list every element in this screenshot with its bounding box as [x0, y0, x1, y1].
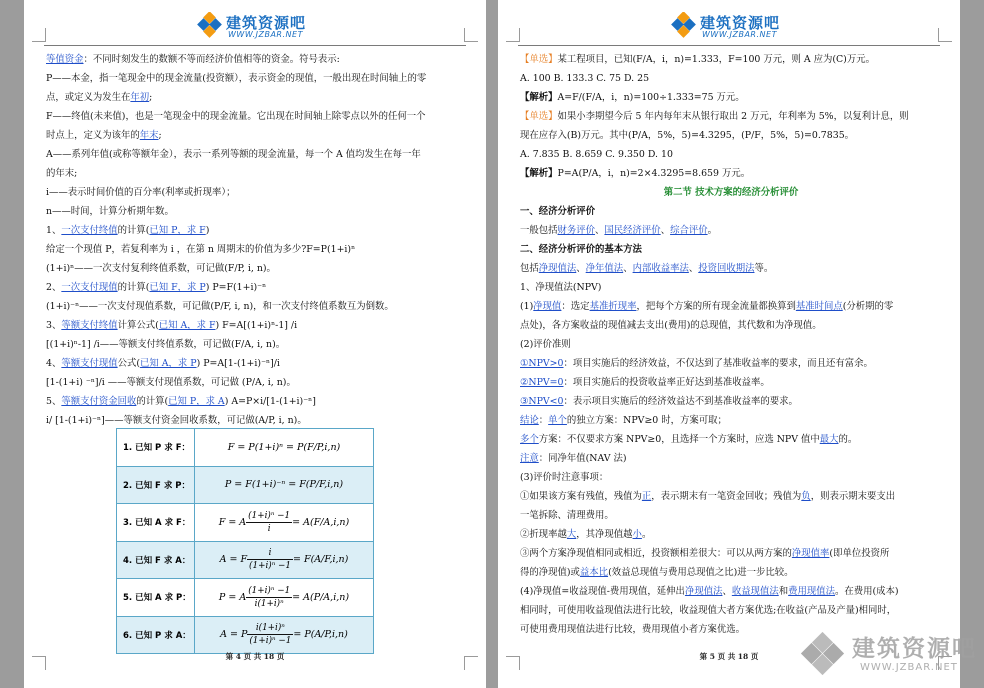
fraction [247, 622, 293, 647]
answer-tag: 【解析】 [520, 168, 558, 179]
text: 、 [722, 586, 732, 597]
fraction [246, 510, 292, 535]
denominator: (1+i)ⁿ −1 [249, 636, 292, 647]
text: ，表示期末有一笔资金回收；残值为 [651, 491, 802, 502]
text: (4)净现值=收益现值-费用现值，延伸出 [520, 586, 685, 597]
paragraph: (2)评价准则 [520, 339, 571, 350]
term-link[interactable]: 基准折现率 [589, 301, 637, 312]
term-link[interactable]: 综合评价 [670, 225, 708, 236]
text: ： [538, 415, 549, 426]
text: 2、 [46, 282, 62, 293]
question-tag: 【单选】 [520, 111, 558, 122]
text: ) P=A[1-(1+i)⁻ⁿ]/i [196, 358, 280, 369]
text: 时点上，定义为该年的 [46, 130, 140, 141]
formula [195, 616, 374, 654]
term-link[interactable]: 小 [632, 529, 642, 540]
paragraph [46, 50, 468, 69]
page-header [44, 6, 466, 46]
term-link[interactable]: 正 [641, 491, 652, 502]
paragraph: 相同时，可使用收益现值法进行比较，收益现值大者方案优选;在收益(产品及产量)相同时， [520, 605, 897, 616]
answer [520, 88, 942, 107]
term-link[interactable]: 负 [801, 491, 811, 502]
text: 等。 [754, 263, 774, 274]
paragraph: i——表示时间价值的百分率(利率或折现率）； [46, 187, 236, 198]
text: 5、 [46, 396, 62, 407]
text: 一般包括 [520, 225, 558, 236]
site-logo [197, 12, 327, 44]
numerator: i [247, 547, 293, 560]
text: 某工程项目，已知(F/A，i，n)=1.333，F=100 万元，则 A 应为(C)万元。 [557, 54, 875, 65]
text: ①如果该方案有残值，残值为 [520, 491, 642, 502]
formula-rhs: = P(A/P,i,n) [293, 629, 348, 641]
crop-mark [938, 28, 952, 42]
paragraph [520, 582, 942, 601]
text: (即单位投资所 [829, 548, 890, 559]
term-link[interactable]: 已知 A，求 P [140, 358, 197, 369]
text: ：选定 [561, 301, 590, 312]
paragraph: (1+i)⁻ⁿ——一次支付现值系数，可记做(P/F, i, n)，和一次支付终值系数互为倒数。 [46, 301, 394, 312]
paragraph [46, 278, 468, 297]
text: 、 [623, 263, 633, 274]
text: 的计算( [117, 282, 150, 293]
text: ：不同时刻发生的数额不等而经济价值相等的资金。符号表示: [83, 54, 340, 65]
term-link[interactable]: 单个 [548, 415, 567, 426]
paragraph: A——系列年值(或称等额年金），表示一系列等额的现金流量，每一个 A 值均发生在每一年 [46, 149, 421, 160]
options: A. 100 B. 133.3 C. 75 D. 25 [520, 73, 650, 84]
paragraph [520, 430, 942, 449]
text: 的。 [838, 434, 858, 445]
paragraph: [(1+i)ⁿ-1] /i——等额支付终值系数，可记做(F/A, i, n)。 [46, 339, 286, 350]
section-title: 第二节 技术方案的经济分析评价 [663, 187, 799, 198]
answer [520, 164, 942, 183]
paragraph [520, 487, 942, 506]
text: 、 [595, 225, 605, 236]
term-link[interactable]: 年初 [130, 92, 150, 103]
table-row [117, 579, 374, 617]
question [520, 50, 942, 69]
term-link[interactable]: ③NPV<0 [520, 396, 564, 407]
logo-diamond-icon [671, 12, 697, 38]
paragraph: [1-(1+i) ⁻ⁿ]/i ——等额支付现值系数，可记做 (P/A, i, n)。 [46, 377, 296, 388]
text: 计算公式( [117, 320, 159, 331]
fraction [246, 585, 292, 610]
text: (分析期的零 [842, 301, 894, 312]
term-link[interactable]: 投资回收期法 [698, 263, 755, 274]
term-link[interactable]: 净年值法 [585, 263, 624, 274]
formula-label: 1. 已知 P 求 F： [117, 429, 195, 467]
text: 和 [778, 586, 789, 597]
paragraph [46, 88, 468, 107]
text: 公式( [117, 358, 141, 369]
formula-table [116, 428, 374, 654]
text: 点，或定义为发生在 [46, 92, 131, 103]
page-number: 第 5 页 共 18 页 [699, 652, 759, 661]
numerator: (1+i)ⁿ −1 [248, 585, 291, 596]
text: A=F/(F/A，i，n)=100÷1.333=75 万元。 [557, 92, 745, 103]
text: 。在费用(成本) [835, 586, 899, 597]
text: ) F=A[(1+i)ⁿ-1] /i [215, 320, 298, 331]
watermark [800, 628, 978, 684]
logo-diamond-icon [197, 12, 223, 38]
denominator: (1+i)ⁿ −1 [249, 561, 292, 572]
site-logo [671, 12, 801, 44]
paragraph [520, 411, 942, 430]
term-link[interactable]: 已知 F，求 P [149, 282, 206, 293]
paragraph: n——时间，计算分析期年数。 [46, 206, 174, 217]
paragraph [46, 392, 468, 411]
page-body [46, 50, 468, 430]
term-link[interactable]: 一次支付现值 [61, 282, 118, 293]
term-link[interactable]: 年末 [139, 130, 159, 141]
text: ，其净现值越 [576, 529, 633, 540]
term-link[interactable]: 净现值率 [791, 548, 830, 559]
paragraph: 1、净现值法(NPV) [520, 282, 602, 293]
term-link[interactable]: 注意 [520, 453, 539, 464]
formula-label: 6. 已知 P 求 A： [117, 616, 195, 654]
paragraph: i/ [1-(1+i)⁻ⁿ]——等额支付资金回收系数，可记做(A/P, i, n)。 [46, 415, 307, 426]
numerator: i(1+i)ⁿ [247, 622, 293, 635]
term-link[interactable]: 最大 [819, 434, 839, 445]
heading: 一、经济分析评价 [520, 206, 596, 217]
paragraph [520, 544, 942, 563]
paragraph [520, 259, 942, 278]
logo-brand: 建筑资源吧 [700, 14, 781, 32]
term-link[interactable]: 已知 A，求 F [158, 320, 216, 331]
table-row [117, 466, 374, 504]
text: ; [149, 92, 153, 103]
formula-label: 2. 已知 F 求 P： [117, 466, 195, 504]
formula-lhs: P = A [218, 591, 247, 603]
term-link[interactable]: 国民经济评价 [604, 225, 661, 236]
term-link[interactable]: 费用现值法 [788, 586, 836, 597]
formula-rhs: = F(A/F,i,n) [293, 554, 349, 566]
paragraph [520, 449, 942, 468]
text: ：同净年值(NAV 法) [538, 453, 627, 464]
table-row [117, 616, 374, 654]
formula-rhs: = A(P/A,i,n) [292, 591, 350, 603]
term-link[interactable]: 益本比 [579, 567, 609, 578]
term-link[interactable]: 等额支付现值 [61, 358, 118, 369]
term-link[interactable]: 等值资金 [46, 54, 84, 65]
formula-label: 4. 已知 F 求 A： [117, 541, 195, 579]
term-link[interactable]: 财务评价 [557, 225, 596, 236]
term-link[interactable]: 一次支付终值 [61, 225, 118, 236]
paragraph: 给定一个现值 P，若复利率为 i ，在第 n 周期末的价值为多少?F=P(1+i)ⁿ [46, 244, 356, 255]
text: ：表示项目实施后的经济效益达不到基准收益率的要求。 [563, 396, 798, 407]
text: ，把每个方案的所有现金流量都换算到 [636, 301, 796, 312]
formula: F = P(1+i)ⁿ = P(F/P,i,n) [195, 429, 374, 467]
term-link[interactable]: 收益现值法 [731, 586, 779, 597]
text: ) A=P×i/[1-(1+i)⁻ⁿ] [224, 396, 316, 407]
term-link[interactable]: 内部收益率法 [632, 263, 689, 274]
text: ) P=F(1+i)⁻ⁿ [205, 282, 267, 293]
paragraph [46, 354, 468, 373]
table-row [117, 541, 374, 579]
paragraph [46, 221, 468, 240]
formula [195, 541, 374, 579]
table-row [117, 429, 374, 467]
options: A. 7.835 B. 8.659 C. 9.350 D. 10 [520, 149, 673, 160]
denominator: i(1+i)ⁿ [254, 598, 284, 609]
paragraph [520, 221, 942, 240]
numerator: (1+i)ⁿ −1 [248, 510, 291, 521]
paragraph: 一笔拆除、清理费用。 [520, 510, 614, 521]
formula-lhs: F = A [218, 516, 247, 528]
paragraph [520, 392, 942, 411]
formula-lhs: A = F [219, 554, 248, 566]
text: 。 [641, 529, 652, 540]
paragraph: (1+i)ⁿ——一次支付复利终值系数，可记做(F/P, i, n)。 [46, 263, 276, 274]
term-link[interactable]: 净现值法 [684, 586, 723, 597]
paragraph [520, 297, 942, 316]
page-body [520, 50, 942, 639]
text: ; [158, 130, 162, 141]
denominator: i [267, 523, 271, 534]
page-header [518, 6, 940, 46]
term-link[interactable]: ①NPV>0 [520, 358, 564, 369]
formula-lhs: A = P [220, 629, 248, 641]
text: 、 [688, 263, 699, 274]
text: 的计算( [136, 396, 169, 407]
formula-label: 3. 已知 A 求 F： [117, 504, 195, 542]
paragraph [46, 126, 468, 145]
text: (1) [520, 301, 534, 312]
term-link[interactable]: 已知 P，求 A [168, 396, 225, 407]
document-page-4 [24, 0, 486, 688]
text: 的计算( [117, 225, 150, 236]
paragraph: 点处)，各方案收益的现值减去支出(费用)的总现值，其代数和为净现值。 [520, 320, 822, 331]
watermark-brand: 建筑资源吧 [852, 636, 977, 662]
text: 3、 [46, 320, 62, 331]
paragraph [520, 354, 942, 373]
text: ②折现率越 [520, 529, 567, 540]
text: ，则表示期末要支出 [810, 491, 896, 502]
heading: 二、经济分析评价的基本方法 [520, 244, 642, 255]
logo-url: WWW.JZBAR.NET [228, 30, 303, 39]
text: ) [205, 225, 210, 236]
term-link[interactable]: 大 [566, 529, 577, 540]
paragraph: P——本金，指一笔现金中的现金流量(投资额），表示资金的现值，一般出现在时间轴上的零 [46, 73, 427, 84]
term-link[interactable]: 多个 [520, 434, 539, 445]
text: (效益总现值与费用总现值之比)进一步比较。 [608, 567, 794, 578]
text: ：项目实施后的投资收益率正好达到基准收益率。 [563, 377, 770, 388]
text: 。 [707, 225, 717, 236]
term-link[interactable]: 基准时间点 [795, 301, 843, 312]
term-link[interactable]: 等额支付终值 [61, 320, 118, 331]
paragraph: F——终值(未来值)，也是一笔现金中的现金流量。它出现在时间轴上除零点以外的任何一个 [46, 111, 426, 122]
text: 1、 [46, 225, 62, 236]
term-link[interactable]: 净现值法 [538, 263, 577, 274]
term-link[interactable]: 等额支付资金回收 [61, 396, 137, 407]
watermark-diamond-icon [800, 632, 846, 678]
formula-rhs: = A(F/A,i,n) [292, 516, 350, 528]
text: 、 [660, 225, 671, 236]
question [520, 107, 942, 126]
text: 如果小李期望今后 5 年内每年末从银行取出 2 万元，年利率为 5%，以复利计息，则 [557, 111, 909, 122]
text: ③两个方案净现值相同或相近，投资额相差很大：可以从两方案的 [520, 548, 792, 559]
paragraph: (3)评价时注意事项： [520, 472, 609, 483]
formula [195, 579, 374, 617]
paragraph [520, 563, 942, 582]
term-link[interactable]: 已知 P，求 F [149, 225, 206, 236]
paragraph [520, 525, 942, 544]
term-link[interactable]: 结论 [520, 415, 539, 426]
document-page-5 [498, 0, 960, 688]
crop-mark [464, 28, 478, 42]
formula-label: 5. 已知 A 求 P： [117, 579, 195, 617]
logo-url: WWW.JZBAR.NET [702, 30, 777, 39]
text: 、 [576, 263, 586, 274]
fraction [247, 547, 293, 572]
paragraph [520, 373, 942, 392]
text: 4、 [46, 358, 62, 369]
text: P=A(P/A，i，n)=2×4.3295=8.659 万元。 [557, 168, 751, 179]
watermark-url: WWW.JZBAR.NET [860, 662, 958, 673]
question-tag: 【单选】 [520, 54, 558, 65]
text: 方案：不仅要求方案 NPV≥0，且选择一个方案时，应选 NPV 值中 [538, 434, 820, 445]
text: 的独立方案：NPV≥0 时，方案可取； [566, 415, 727, 426]
term-link[interactable]: ②NPV=0 [520, 377, 564, 388]
paragraph: 现在应存入(B)万元。其中(P/A，5%，5)=4.3295，(P/F，5%，5)=0.7835。 [520, 130, 855, 141]
table-row [117, 504, 374, 542]
formula: P = F(1+i)⁻ⁿ = F(P/F,i,n) [195, 466, 374, 504]
text: 得的净现值)或 [520, 567, 580, 578]
logo-brand: 建筑资源吧 [226, 14, 307, 32]
text: ：项目实施后的经济效益，不仅达到了基准收益率的要求，而且还有富余。 [563, 358, 873, 369]
answer-tag: 【解析】 [520, 92, 558, 103]
paragraph: 可使用费用现值法进行比较，费用现值小者方案优选。 [520, 624, 746, 635]
paragraph: 的年末; [46, 168, 78, 179]
text: 包括 [520, 263, 539, 274]
page-number: 第 4 页 共 18 页 [225, 652, 285, 661]
term-link[interactable]: 净现值 [533, 301, 562, 312]
formula [195, 504, 374, 542]
paragraph [46, 316, 468, 335]
